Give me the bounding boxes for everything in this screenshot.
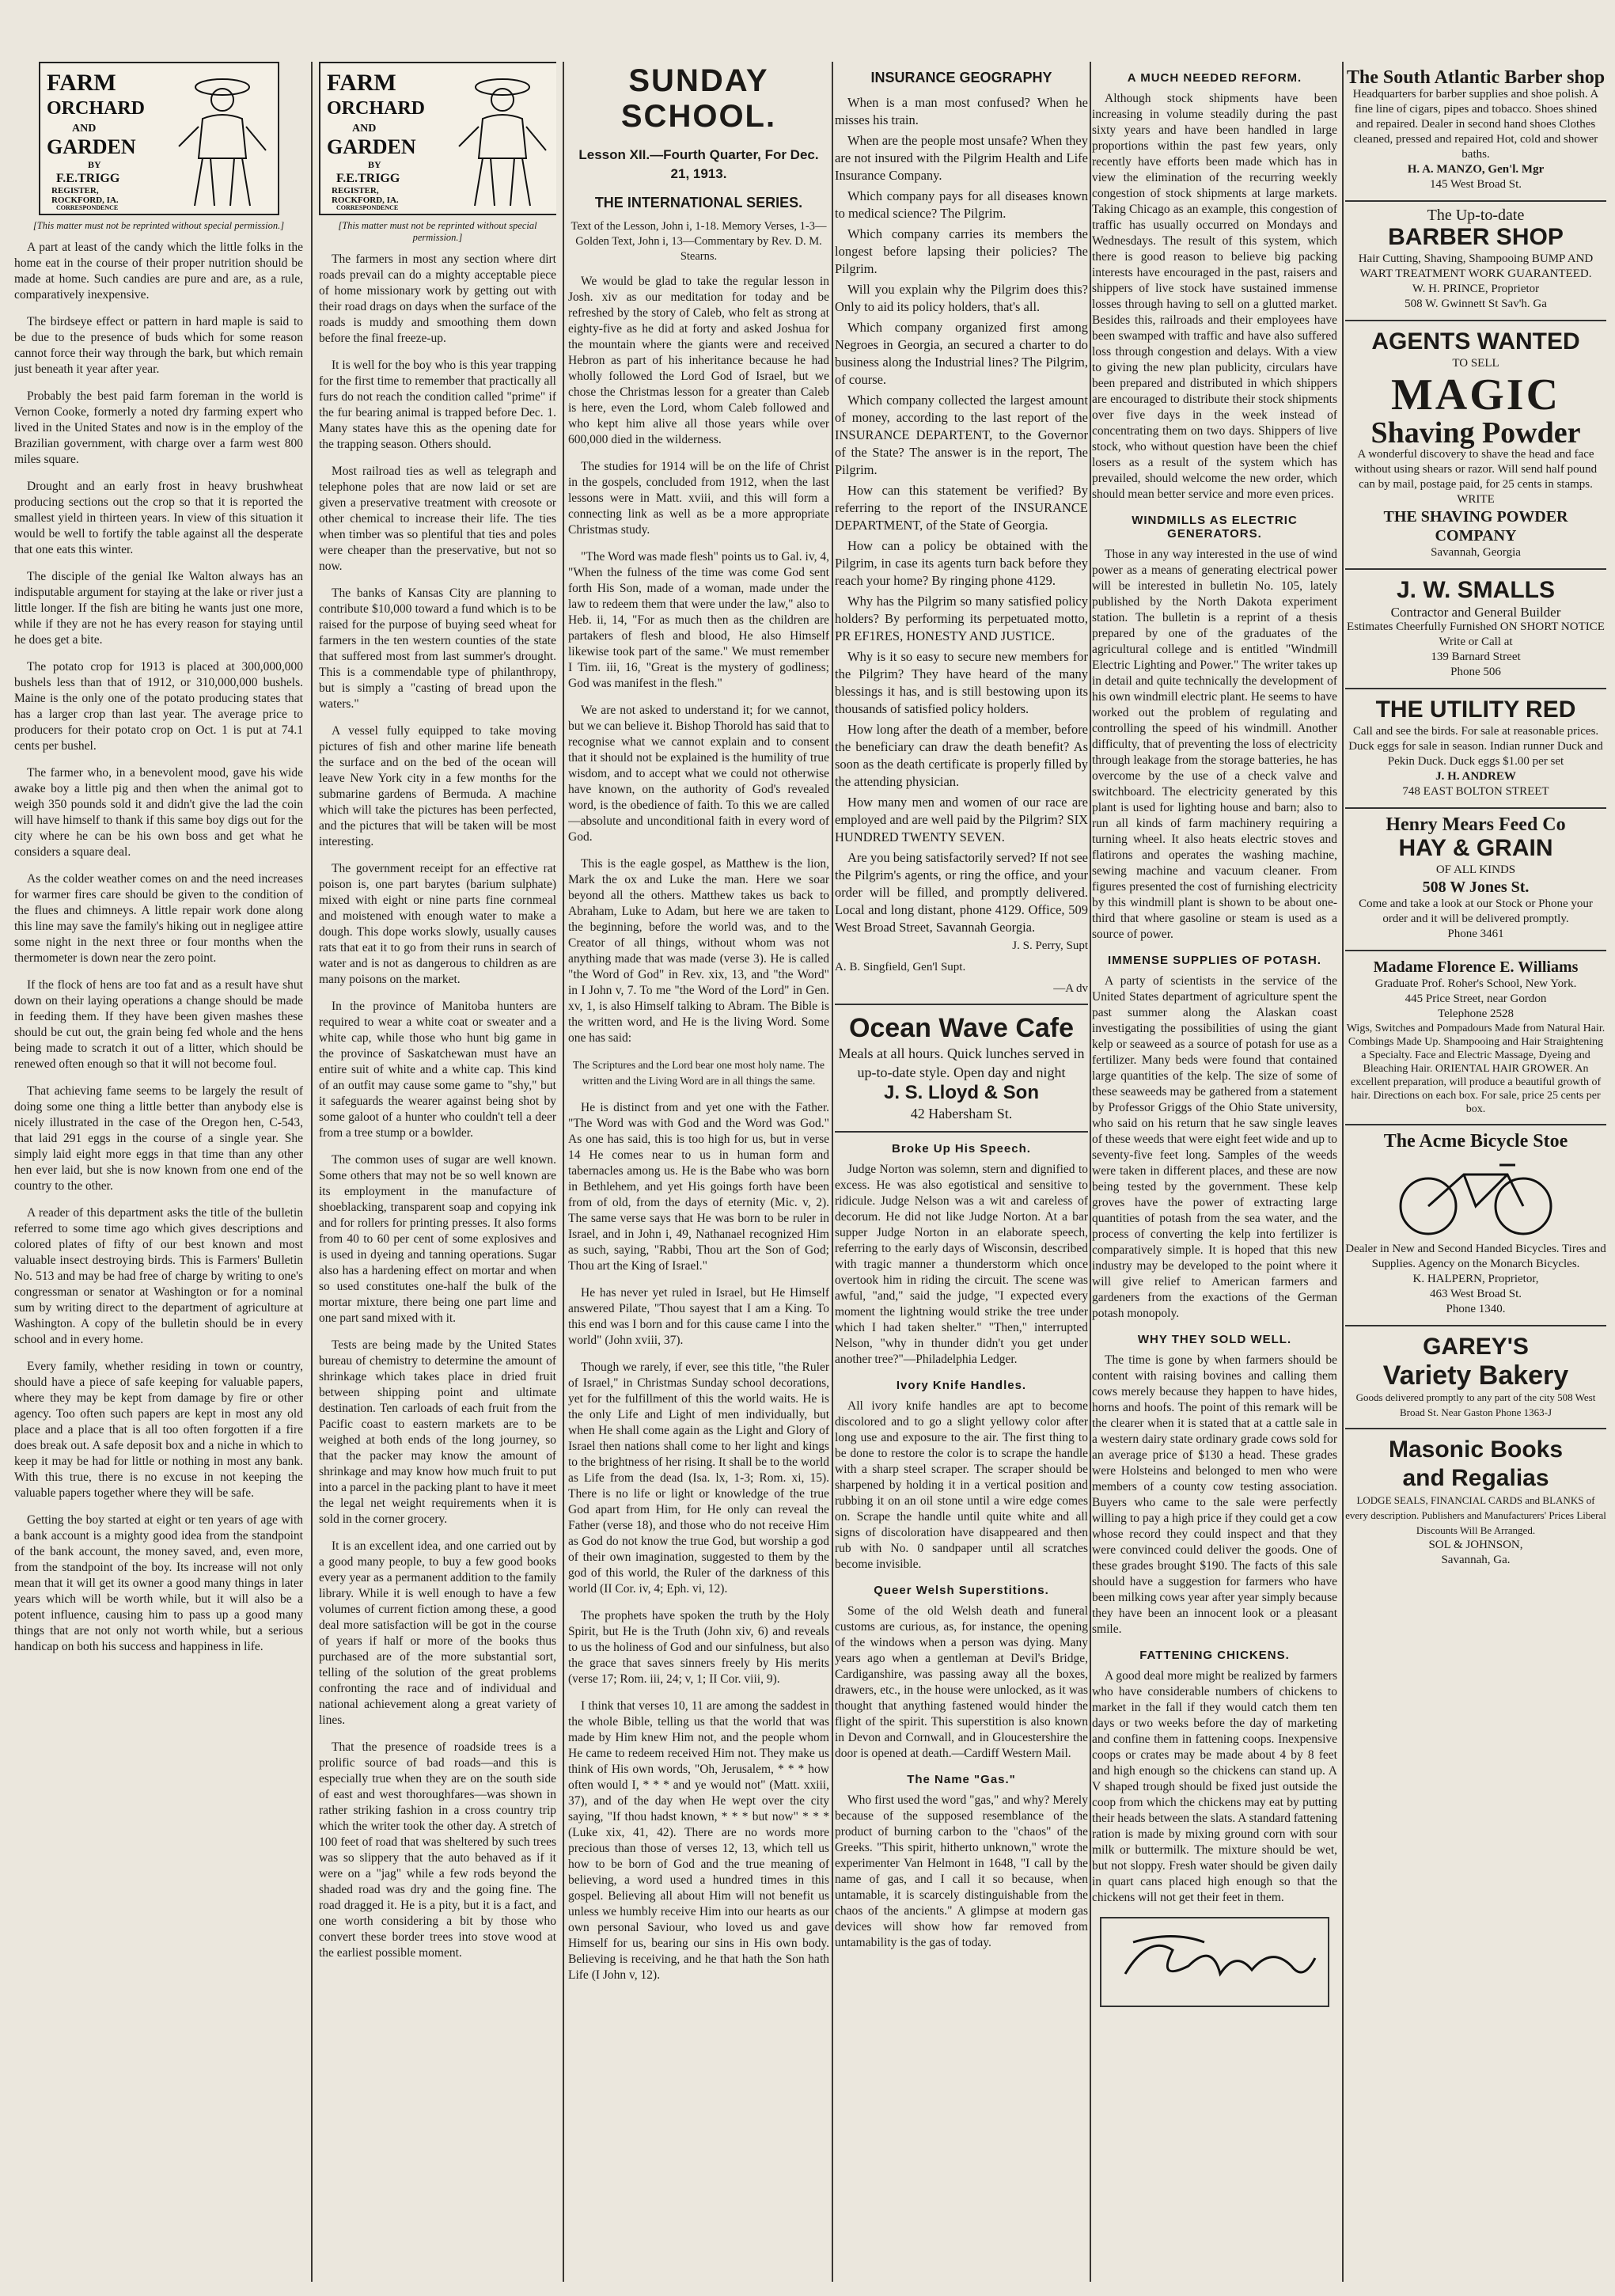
- article-paragraph: This is the eagle gospel, as Matthew is the lion, Mark the ox and Luke the man. Here we soar beyond all the others. Matthew takes us back to Abraham, Luke to Adam, but here we are taken to the beginning, before the world was, and to the Creator of all things, without whom was not anything made that was made (verse 3). He is called "the Word of God" in Rev. xix, 13, and "the Word" in I John v, 7. To me "the Word of the Lord" in Gen. xv, 1, is also Himself talking to Abram. The Bible is the written word, and He is the living Word. Some one has said:: [568, 857, 829, 1045]
- article-paragraph: That the presence of roadside trees is a prolific source of bad roads—and this is especially true when they are on the south side of east and west thoroughfares—was shown in rather striking fashion in a cross country trip which the writer took the other day. A stretch of 100 feet of road that was sheltered by such trees was so slippery that the auto behaved as if it were on a "jag" while a few rods beyond the shaded road was dry and the going fine. The road dragged it. He is a pity, but it is a fact, and one worth considering a bit by those who convert these border trees into stove wood at the earliest possible moment.: [319, 1740, 556, 1960]
- mears-feed-ad: [1345, 809, 1606, 951]
- utility-red-ad: [1345, 689, 1606, 809]
- article-paragraph: The farmer who, in a benevolent mood, gave his wide awake boy a little pig and then when the animal got to weigh 350 pounds sold it and didn't give the lad the coin will have himself to thank if this same boy digs out for the city where he can be his own boss and get what he considers a square deal.: [14, 766, 303, 859]
- shaving-powder-ad: [1345, 321, 1606, 570]
- article-paragraph: The time is gone by when farmers should be content with raising bovines and calling them cows merely because they happen to have hides, horns and hoofs. The point of this remark will be the clearer when it is stated that at a cattle sale in a western dairy state ordinary grade cows sold for an average price of $130 a head. These grades were Holsteins and belonged to men who were members of a county cow testing association. Buyers who came to the sale were perfectly willing to pay a high price if they could get a cow whose record they could inspect and that they were convinced could deliver the goods. One of these grades brought $190. The facts of this sale should have a suggestion for farmers who have been milking cows year after year simply because they have been an innocent look or a pleasant smile.: [1092, 1353, 1337, 1636]
- svg-text:ORCHARD: ORCHARD: [327, 98, 425, 119]
- column-rule: [1342, 62, 1344, 2282]
- article-paragraph: He is distinct from and yet one with the Father. "The Word was with God and the Word was God." As one has said, this is too high for us, but in verse 14 He comes near to us in human form and tabernacles among us. He is the Babe who was born in Bethlehem, and yet His goings forth have been from of old, from the days of eternity (Mic. v, 2). The same verse says that He was born to be ruler in Israel, and in John i, 49, Nathanael recognized Him as such, saying, "Rabbi, Thou art the Son of God; Thou art the King of Israel.": [568, 1101, 829, 1273]
- adv-mark: —A dv: [1053, 982, 1088, 995]
- article-paragraph: Although stock shipments have been increasing in volume steadily during the past sixty years and have been handled in large proportions within the past few years, only recently have efforts been made which has in view the elimination of the recurring weekly congestion of stock shipments at large markets. Taking Chicago as an example, this congestion of traffic has usually occurred on Mondays and Wednesdays. The result of this system, which there is good reason to believe big packing interests have encouraged in the past, raisers and shippers of live stock have sustained immense losses through having to sell on a glutted market. Besides this, railroads and their employees have been swamped with traffic and have also suffered loss through congestion and delays. With a view to giving the new plan publicity, circulars have been prepared and distributed in which shippers are encouraged to distribute their stock shipments over five days in the week instead of concentrating them on two days. Shippers of live stock, who without question have been the chief losers as a result of the system which has prevailed, should welcome the new order, which should mean better service and more even prices.: [1092, 92, 1337, 501]
- article-paragraph: Most railroad ties as well as telegraph and telephone poles that are now laid or set are given a preservative treatment with creosote or other chemical to increase their life. The ties when timber was so plentiful that ties and poles were cheaper than the preservative, but not so now.: [319, 465, 556, 573]
- cafe-proprietor: J. S. Lloyd & Son: [883, 1082, 1040, 1103]
- article-paragraph: Getting the boy started at eight or ten years of age with a bank account is a mighty good idea from the standpoint of the bank account, the money saved, and, even more, from the standpoint of the boy. Its increase will not only mean that it will get its owner a good many things in later years which will be worth while, but it will also be a potent influence, causing him to pass up a good many things that are not only not worth while, but a serious handicap on both his success and happiness in life.: [14, 1513, 303, 1653]
- windmills-heading: WINDMILLS AS ELECTRIC GENERATORS.: [1132, 514, 1298, 541]
- ad-title: AGENTS WANTED: [1371, 328, 1580, 355]
- article-paragraph: Drought and an early frost in heavy brushwheat producing sections out the crop so that it is reported the smallest yield in thirteen years. In view of this situation it would be well to fortify the table against all the desperate that one eats this winter.: [14, 480, 303, 556]
- qa-paragraph: Which company pays for all diseases known to medical science? The Pilgrim.: [835, 188, 1088, 221]
- ad-address: 508 W Jones St.: [1422, 879, 1530, 896]
- ad-name: W. H. PRINCE, Proprietor: [1412, 283, 1540, 295]
- ad-name: H. A. MANZO, Gen'l. Mgr: [1407, 163, 1545, 176]
- item-paragraph: Some of the old Welsh death and funeral customs are curious, as, for instance, the opening of the windows when a person was dying. Many years ago when a gentleman at Devil's Bridge, Cardiganshire, was passing away all the boxes, drawers, etc., in the house were unlocked, as it was thought that anything fastened would hinder the flight of the spirit. This superstition is also known in Devon and Cornwall, and in Gloucestershire the door is opened at death.—Cardiff Western Mail.: [835, 1604, 1088, 1760]
- ad-company: THE SHAVING POWDER COMPANY: [1383, 508, 1568, 545]
- article-paragraph: It is an excellent idea, and one carried out by a good many people, to buy a few good books every year as a permanent addition to the family library. While it is well enough to have a few volumes of current fiction among these, a good deal more satisfaction will be got in the course of years if half or more of the books thus purchased are of the more substantial sort, telling of the solution of the great problems confronting the race and of individual and national achievement along a great variety of lines.: [319, 1539, 556, 1727]
- ad-title: GAREY'S: [1423, 1334, 1529, 1360]
- potash-heading: IMMENSE SUPPLIES OF POTASH.: [1107, 954, 1322, 967]
- ad-text: Dealer in New and Second Handed Bicycles. Tires and Supplies. Agency on the Monarch Bicycles.: [1345, 1243, 1606, 1270]
- qa-paragraph: When are the people most unsafe? When they are not insured with the Pilgrim Health and Life Insurance Company.: [835, 133, 1088, 183]
- article-paragraph: I think that verses 10, 11 are among the saddest in the whole Bible, telling us that the world that was made by Him knew Him not, and the people whom He came to redeem received Him not. They make us think of His own words, "Oh, Jerusalem, * * * how often would I, * * * and ye would not" (Matt. xxiii, 37), and of the day when He wept over the city saying, "If thou hadst known, * * * but now" * * * (Luke xix, 41, 42). There are no words more precious than those of verses 12, 13, which tell us how to be born of God and the true meaning of believing, a word used a hundred times in this gospel. Believing all about Him will not benefit us unless we humbly receive Him into our hearts as our own personal Saviour, who loved us and gave Himself for us, bearing our sins in His own body. Believing is receiving, and he that hath the Son hath Life (I John v, 12).: [568, 1699, 829, 1982]
- item-heading: Broke Up His Speech.: [892, 1142, 1031, 1156]
- article-paragraph: The prophets have spoken the truth by the Holy Spirit, but He is the Truth (John xiv, 6) and reveals to us the holiness of God and our sinfulness, but also the grace that saves sinners freely by His merits (verse 17; Rom. iii, 24; v, 1; II Cor. viii, 9).: [568, 1609, 829, 1686]
- article-paragraph: The common uses of sugar are well known. Some others that may not be so well known are its employment in the manufacture of shoeblacking, transparent soap and copying ink and for rollers for printing presses. It also forms from 40 to 60 per cent of some explosives and is used in dyeing and tanning operations. Sugar also has a hardening effect on mortar and when so used constitutes one-half the bulk of the mortar mixture, there being one part lime and one part sand mixed with it.: [319, 1153, 556, 1325]
- column-5: [1092, 62, 1337, 2282]
- svg-text:GARDEN: GARDEN: [327, 135, 416, 158]
- ad-address: 139 Barnard Street: [1431, 651, 1521, 663]
- column-1: [14, 62, 303, 2282]
- masonic-books-ad: [1345, 1429, 1606, 1576]
- qa-paragraph: Which company collected the largest amount of money, according to the last report of the INSURANCE DEPARTENT, to the Governor of the State? The answer is in the report, The Pilgrim.: [835, 393, 1088, 477]
- column-rule: [311, 62, 313, 2282]
- article-paragraph: The disciple of the genial Ike Walton always has an indisputable argument for staying at the lake or river just a little longer. If the fish are biting he wants just one more, while if they are not he has every reason for staying until he does get a bite.: [14, 570, 303, 647]
- qa-paragraph: Are you being satisfactorily served? If not see the Pilgrim's agents, or ring the office, and your order will be filled, and promptly delivered. Local and long distant, phone 4129. Office, 509 West Broad Street, Savannah Georgia.: [835, 850, 1088, 935]
- item-heading: Ivory Knife Handles.: [896, 1379, 1027, 1392]
- ad-text: Call and see the birds. For sale at reasonable prices. Duck eggs for sale in season. Indian runner Duck and Pekin Duck. Duck eggs $1.00 per set: [1348, 725, 1603, 768]
- article-paragraph: In the province of Manitoba hunters are required to wear a white coat or sweater and a white cap, while those who hunt big game in the province of Saskatchewan must have an entire suit of white and a white cap. This kind of an outfit may cause some game to "shy," but it safeguards the wearer against being shot by some galoot of a hunter who couldn't tell a deer from a tree stump or a bowlder.: [319, 1000, 556, 1140]
- cafe-address: 42 Habersham St.: [910, 1106, 1013, 1121]
- svg-text:FARM: FARM: [46, 70, 116, 96]
- ad-sub: Variety Bakery: [1382, 1361, 1569, 1391]
- qa-paragraph: Which company organized first among Negroes in Georgia, an secured a charter to do business along the Industrial lines? The Pilgrim, of course.: [835, 320, 1088, 387]
- article-paragraph: The government receipt for an effective rat poison is, one part barytes (barium sulphate) mixed with eight or nine parts fine cornmeal and moistened with enough water to make a dough. This dope works slowly, usually causes rats that eat it to go from their runs in search of water and is not as dangerous to children as are many poisons on the market.: [319, 862, 556, 986]
- ad-product: Shaving Powder: [1370, 416, 1581, 450]
- column-2: [319, 62, 556, 2282]
- ad-text: Goods delivered promptly to any part of the city 508 West Broad St. Near Gaston Phone 1363-J: [1355, 1391, 1596, 1418]
- svg-text:CORRESPONDENCE: CORRESPONDENCE: [55, 204, 118, 211]
- article-paragraph: If the flock of hens are too fat and as a result have shut down on their laying operations a change should be made in feeding them. If they have been given mashes these should be cut out, the grain being fed whole and the hens being made to scratch it out of a litter, which should be renewed often enough so that it will not become foul.: [14, 978, 303, 1071]
- ad-text: Headquarters for barber supplies and shoe polish. A fine line of cigars, pipes and tobacco. Shoes shined and repaired. Dealer in second hand shoes Clothes cleaned, pressed and repaired Hot, cold and shower baths.: [1352, 88, 1599, 161]
- article-paragraph: We are not asked to understand it; for we cannot, but we can believe it. Bishop Thorold has said that to recognise what we cannot explain and to consent that it should not be explained is the humility of true wisdom, and to accept what we could not otherwise have known, on the authority of God's revealed word, is the obedience of faith. To this we are called—absolute and unconditional faith in every word of God.: [568, 704, 829, 844]
- svg-text:REGISTER,: REGISTER,: [51, 186, 99, 195]
- bicycle-icon: [1389, 1151, 1563, 1238]
- farmer-illustration: [40, 63, 278, 214]
- ad-text: Estimates Cheerfully Furnished ON SHORT NOTICE: [1347, 620, 1605, 633]
- article-paragraph: The potato crop for 1913 is placed at 300,000,000 bushels less than that of 1912, or 310,000,000 bushels. Maine is the only one of the potato producing states that has a larger crop than last year. The average price to producers for their potato crop on Oct. 1 is put at 74.1 cents per bushel.: [14, 660, 303, 753]
- farmer-illustration: [320, 63, 556, 214]
- item-paragraph: Judge Norton was solemn, stern and dignified to excess. He was also egotistical and sensitive to ridicule. Judge Nelson was a wit and careless of decorum. He did not like Judge Norton. At a bar supper Judge Norton in an elaborate speech, referring to the early days of Wisconsin, described with tragic manner a thunderstorm which once overtook him in riding the circuit. The scene was awful, "and," said the judge, "I expected every moment the lightning would strike the tree under which I had taken shelter." "Then," interrupted Nelson, "why in thunder didn't you get under another tree?"—Philadelphia Ledger.: [835, 1163, 1088, 1366]
- qa-paragraph: How can this statement be verified? By referring to the report of the INSURANCE DEPARTMENT, of the State of Georgia.: [835, 483, 1088, 533]
- article-paragraph: The studies for 1914 will be on the life of Christ in the gospels, concluded from 1912, when the last lessons were in Matt. xviii, and this will form a connecting link as well as be a more appropriate Christmas study.: [568, 460, 829, 537]
- ad-address: 508 W. Gwinnett St Sav'h. Ga: [1405, 298, 1547, 310]
- farm-orchard-garden-logo: [39, 62, 279, 215]
- ad-name: J. H. ANDREW: [1435, 770, 1516, 783]
- article-paragraph: Tests are being made by the United States bureau of chemistry to determine the amount of shrinkage which takes place in dried fruit between shipping point and ultimate destination. Ten carloads of each fruit from the Pacific coast to eastern markets are to be weighed at both ends of the long journey, so that the packer may know the amount of shrinkage and may know how much fruit to put into a parcel in the packing plant to have it meet the legal net weight requirements when it is sold in the corner grocery.: [319, 1338, 556, 1526]
- article-paragraph: The farmers in most any section where dirt roads prevail can do a mighty acceptable piece of home missionary work by getting out with their road drags on days when the surface of the roads is muddy and smoothing them down before the final freeze-up.: [319, 252, 556, 345]
- svg-text:F.E.TRIGG: F.E.TRIGG: [336, 172, 400, 185]
- reprint-notice: [This matter must not be reprinted without special permission.]: [32, 220, 285, 231]
- svg-text:BY: BY: [87, 159, 101, 170]
- column-rule: [563, 62, 564, 2282]
- ad-phone: Phone 3461: [1447, 928, 1504, 940]
- article-paragraph: We would be glad to take the regular lesson in Josh. xiv as our meditation for today and be refreshed by the story of Caleb, who felt as strong at eighty-five as he did at forty and asked Joshua for the mountain where the giants were and received Hebron as part of his inheritance because he had wholly followed the Lord God of Israel, but we chose the Christmas lesson for a greater than Caleb is here, even the Lord, whom Caleb followed and who kept him alive all those years while over 600,000 died in the wilderness.: [568, 275, 829, 446]
- item-paragraph: All ivory knife handles are apt to become discolored and to go a slight yellowy color after long use and exposure to the air. The first thing to be done to restore the color is to scrape the handle with a sharp steel scraper. The scraper should be sharpened by holding it in a vertical position and rubbing it on an oil stone until a wire edge comes on. Scrape the handle until quite white and all signs of discoloration have disappeared and then rub with No. 0 sandpaper until all scratches become invisible.: [835, 1399, 1088, 1571]
- article-paragraph: A reader of this department asks the title of the bulletin referred to some time ago which gives descriptions and colored plates of fifty of our best known and most valuable insect destroying birds. This is Farmers' Bulletin No. 513 and may be had free of charge by writing to one's congressman or senator at Washington or for a nominal sum by writing direct to the department of agriculture at Washington. A copy of the bulletin should be in every school and in every home.: [14, 1206, 303, 1346]
- article-paragraph: As the colder weather comes on and the need increases for warmer fires care should be given to the condition of the flues and chimneys. A little repair work done along this line may save the family's hiking out in negligee attire some night in the next three or four months when the thermometer is down near the zero point.: [14, 872, 303, 965]
- ad-title: BARBER SHOP: [1388, 224, 1564, 250]
- sunday-school-heading: SUNDAY SCHOOL.: [620, 63, 777, 134]
- series-heading: THE INTERNATIONAL SERIES.: [594, 195, 803, 211]
- garey-bakery-ad: [1345, 1326, 1606, 1429]
- svg-text:CORRESPONDENCE: CORRESPONDENCE: [336, 204, 399, 211]
- signature-singfield: A. B. Singfield, Gen'l Supt.: [835, 961, 966, 973]
- article-paragraph: A party of scientists in the service of the United States department of agriculture spent the past summer along the Alaskan coast investigating the possibilities of using the giant kelp or seaweed as a source of potash for use as a fertilizer. Many beds were found that contained large quantities of the kelp. The size of some of these seaweeds may be gathered from a statement by Professor Griggs of the Ohio State university, who said on his return that he saw single leaves of these weeds that were eight feet wide and up to seventy-five feet long. Samples of the weeds were taken in different places, and these are now being tested by the government. These kelp groves have the power of extracting large quantities of potash from the sea water, and the process of converting the kelp into fertilizer is comparatively simple. It is hoped that this new industry may be developed to the point where it will give relief to American farmers and gardeners from the exactions of the German potash monopoly.: [1092, 974, 1337, 1320]
- svg-text:F.E.TRIGG: F.E.TRIGG: [55, 172, 119, 185]
- ad-title: The Acme Bicycle Stoe: [1383, 1131, 1568, 1152]
- acme-bicycle-ad: [1345, 1125, 1606, 1326]
- ad-sub: OF ALL KINDS: [1435, 863, 1516, 876]
- reform-heading: A MUCH NEEDED REFORM.: [1127, 71, 1302, 85]
- smalls-contractor-ad: [1345, 570, 1606, 689]
- article-paragraph: "The Word was made flesh" points us to Gal. iv, 4, "When the fulness of the time was come God sent forth His Son, made of a woman, made under the law to redeem them that were under the law," also to Heb. ii, 14, "For as much then as the children are partakers of flesh and blood, He also Himself likewise took part of the same." We must remember I Tim. iii, 16, "Great is the mystery of godliness; God was manifest in the flesh.": [568, 550, 829, 690]
- ad-title: Masonic Books: [1388, 1436, 1564, 1463]
- ad-text: Come and take a look at our Stock or Phone your order and it will be delivered promptly.: [1359, 898, 1593, 925]
- qa-paragraph: How many men and women of our race are employed and are well paid by the Pilgrim? SIX HUNDRED TWENTY SEVEN.: [835, 795, 1088, 844]
- ad-write: Write or Call at: [1439, 636, 1513, 648]
- reprint-notice: [This matter must not be reprinted without special permission.]: [338, 220, 537, 243]
- article-paragraph: The birdseye effect or pattern in hard maple is said to be due to the presence of buds which for some reason cannot force their way through the bark, but which remain just beneath it year after year.: [14, 315, 303, 376]
- ad-address: 145 West Broad St.: [1429, 178, 1522, 191]
- qa-paragraph: Will you explain why the Pilgrim does this? Only to aid its policy holders, that's all.: [835, 282, 1088, 314]
- svg-text:ROCKFORD, IA.: ROCKFORD, IA.: [51, 195, 119, 205]
- article-paragraph: That achieving fame seems to be largely the result of doing some one thing a little better than anybody else is nicely illustrated in the case of the Oregon hen, C-543, that laid 291 eggs in the course of a single year. She simply laid eight more eggs in that time than any other hen ever laid, but she is now known from one end of the country to the other.: [14, 1084, 303, 1193]
- ad-text: LODGE SEALS, FINANCIAL CARDS and BLANKS of every description. Publishers and Manufacturers' Prices Liberal Discounts Will Be Arranged.: [1345, 1494, 1606, 1536]
- article-paragraph: Those in any way interested in the use of wind power as a means of generating electrical power will be interested in bulletin No. 105, lately published by the North Dakota experiment station. The bulletin is a reprint of a thesis prepared by one of the graduates of the agricultural college and is entitled "Windmill Electric Lighting and Power." The writer takes up in detail and quite technically the development of his own windmill electric plant. He seems to have worked out the problem of regulating and controlling the speed of his windmill. Another difficulty, that of preventing the loss of electricity through leakage from the storage batteries, he has overcome by the use of a check valve and switchboard. The electricity generated by this plant is used for lighting house and barn; also to run all kinds of farm machinery requiring a turning wheel. It also heats electric stoves and flatirons and operates the washing machine, sewing machine and vacuum cleaner. From figures presented the cost of furnishing electricity by this windmill plant is shown to be about one-third that where gasoline or steam is used as a source of power.: [1092, 548, 1337, 941]
- article-paragraph: Every family, whether residing in town or country, should have a piece of safe keeping for valuable papers, where they may be kept from damage by fire or other agency. Too often such papers are kept in most any old place and a place that is all too often forgotten if a fire does break out. A safe deposit box and a niche in which to keep it may be had for little or nothing in most any bank. With this true, there is no excuse in not keeping the valuable papers together where they will be safe.: [14, 1360, 303, 1500]
- svg-text:GARDEN: GARDEN: [46, 135, 136, 158]
- cafe-title: Ocean Wave Cafe: [848, 1013, 1075, 1043]
- ad-sub: Graduate Prof. Roher's School, New York.: [1374, 977, 1577, 990]
- article-paragraph: Probably the best paid farm foreman in the world is Vernon Cooke, formerly a noted dry farming expert who lived in the United States and now is in the employ of the Brazilian government, with charge over a farm west 800 miles square.: [14, 389, 303, 466]
- qa-paragraph: When is a man most confused? When he misses his train.: [835, 95, 1088, 127]
- svg-text:ROCKFORD, IA.: ROCKFORD, IA.: [332, 195, 399, 205]
- ad-title: J. W. SMALLS: [1396, 577, 1555, 603]
- ad-title: Henry Mears Feed Co: [1386, 814, 1566, 835]
- ad-text: Hair Cutting, Shaving, Shampooing BUMP AND WART TREATMENT WORK GUARANTEED.: [1358, 252, 1594, 280]
- ad-name: SOL & JOHNSON,: [1428, 1539, 1523, 1551]
- ad-title: Madame Florence E. Williams: [1373, 958, 1579, 976]
- signature-perry: J. S. Perry, Supt: [1012, 939, 1088, 952]
- column-3: [568, 62, 829, 2282]
- qa-paragraph: How can a policy be obtained with the Pilgrim, in case its agents turn back before they reach your home? By ringing phone 4129.: [835, 538, 1088, 588]
- lesson-text-reference: Text of the Lesson, John i, 1-18. Memory Verses, 1-3—Golden Text, John i, 13—Commentary by Rev. D. M. Stearns.: [571, 220, 827, 263]
- ad-product: HAY & GRAIN: [1398, 835, 1553, 861]
- article-paragraph: A part at least of the candy which the little folks in the home eat in the course of their proper nutrition should be made at home. Such candies are pure and are, as a rule, comparatively inexpensive.: [14, 241, 303, 302]
- column-6: [1345, 62, 1606, 2282]
- qa-paragraph: How long after the death of a member, before the beneficiary can draw the death benefit? As soon as the death certificate is properly filled by the attending physician.: [835, 722, 1088, 789]
- ad-city: Savannah, Ga.: [1441, 1554, 1511, 1566]
- lesson-subheading: Lesson XII.—Fourth Quarter, For Dec. 21, 1913.: [578, 147, 819, 181]
- svg-text:BY: BY: [368, 159, 381, 170]
- insurance-geography-heading: INSURANCE GEOGRAPHY: [870, 70, 1052, 85]
- ad-address: 748 EAST BOLTON STREET: [1402, 785, 1549, 798]
- column-4: [835, 62, 1088, 2282]
- qa-paragraph: Why has the Pilgrim so many satisfied policy holders? By performing its perpetuated motto, PR EF1RES, HONESTY AND JUSTICE.: [835, 594, 1088, 643]
- ad-line: The Up-to-date: [1427, 207, 1525, 224]
- ad-phone: Telephone 2528: [1437, 1008, 1514, 1020]
- article-paragraph: The banks of Kansas City are planning to contribute $10,000 toward a fund which is to be raised for the purpose of buying seed wheat for farmers in the ten western counties of the state that suffered most from last summer's drought. This is a commendable type of philanthropy, but is simply a "casting of bread upon the waters.": [319, 586, 556, 711]
- up-to-date-barber-ad: [1345, 202, 1606, 321]
- svg-text:ORCHARD: ORCHARD: [46, 98, 145, 119]
- item-heading: Queer Welsh Superstitions.: [874, 1584, 1049, 1597]
- ad-phone: Phone 1340.: [1446, 1303, 1506, 1315]
- svg-text:REGISTER,: REGISTER,: [332, 186, 379, 195]
- ad-phone: Phone 506: [1450, 666, 1501, 678]
- article-paragraph: It is well for the boy who is this year trapping for the first time to remember that practically all furs do not reach the condition called "prime" if the fur bearing animal is trapped before Dec. 1. Many states have this as the opening date for the trapping season. Others should.: [319, 359, 556, 451]
- handwritten-signature: [1101, 1918, 1328, 2002]
- item-paragraph: Who first used the word "gas," and why? Merely because of the supposed resemblance of the product of burning carbon to the "chaos" of the Greeks. "This spirit, hitherto unknown," wrote the experimenter Van Helmont in 1648, "I call by the name of gas, and I call it so because, when untamable, it is scarcely distinguishable from the chaos of the ancients." A glimpse at modern gas devices will show how far removed from untamability is the gas of today.: [835, 1793, 1088, 1949]
- trigg-signature-box: [1100, 1917, 1329, 2007]
- ocean-wave-cafe-ad: [835, 1004, 1088, 1133]
- ad-title: The South Atlantic Barber shop: [1346, 67, 1606, 88]
- ad-write: WRITE: [1457, 493, 1495, 506]
- ad-text: A wonderful discovery to shave the head and face without using shears or razor. Will send half pound can by mail, postage paid, for 25 cents in stamps.: [1354, 448, 1598, 491]
- svg-text:AND: AND: [71, 123, 96, 135]
- article-paragraph: Though we rarely, if ever, see this title, "the Ruler of Israel," in Christmas Sunday school decorations, yet for the fulfillment of this the world waits. He is the only Life and Light of men individually, but when He shall come again as the Light and Glory of Israel then nations shall come to her light and kings to the brightness of her rising. It shall be to the world as Life from the dead (Isa. lx, 1-3; Rom. xi, 15). There is no life or light or knowledge of the true God apart from Him, for He only can reveal the Father (verse 18), and those who do not receive Him as God do not know the true God, but worship a god of their own imagination, suggested to them by the god of this world, the Ruler of the darkness of this world (II Cor. iv, 4; Eph. vi, 12).: [568, 1361, 829, 1596]
- qa-paragraph: Why is it so easy to secure new members for the Pilgrim? They have heard of the many blessings it has, and is still bestowing upon its thousands of satisfied policy holders.: [835, 649, 1088, 716]
- ad-sub: Contractor and General Builder: [1390, 605, 1561, 620]
- verse-quote: The Scriptures and the Lord bear one most holy name. The written and the Living Word are in all things the same.: [572, 1059, 825, 1087]
- ad-address: 463 West Broad St.: [1429, 1288, 1522, 1300]
- column-rule: [1090, 62, 1091, 2282]
- cafe-description: Meals at all hours. Quick lunches served in up-to-date style. Open day and night: [838, 1046, 1085, 1080]
- article-paragraph: He has never yet ruled in Israel, but He Himself answered Pilate, "Thou sayest that I am a King. To this end was I born and for this cause came I into the world" (John xviii, 37).: [568, 1286, 829, 1347]
- barber-shop-ad: [1345, 62, 1606, 202]
- farm-orchard-garden-logo: [319, 62, 556, 215]
- article-paragraph: A good deal more might be realized by farmers who have considerable numbers of chickens to market in the fall if they would catch them ten days or two weeks before the day of marketing and confine them in fattening coops. Inexpensive coops or crates may be made about 4 by 8 feet and high enough so the chickens can stand up. A V shaped trough should be fixed just outside the coop from which the chickens may eat by putting their heads between the slats. A standard fattening ration is made by mixing ground corn with sour milk or buttermilk. The mixture should be wet, but not sloppy. Fresh water should be given daily in quart cans placed high enough so that the chickens will not get their feet in them.: [1092, 1669, 1337, 1904]
- article-paragraph: A vessel fully equipped to take moving pictures of fish and other marine life beneath the surface and on the bed of the ocean will leave New York city in a few months for the submarine gardens of Bermuda. A machine which will take the pictures has been perfected, and the pictures that will be taken will be most interesting.: [319, 724, 556, 848]
- ad-city: Savannah, Georgia: [1431, 546, 1521, 559]
- ad-text: Wigs, Switches and Pompadours Made from Natural Hair. Combings Made Up. Shampooing and Hair Straightening a Specialty. Face and Electric Massage, Dyeing and Bleaching Hair. ORIENTAL HAIR GROWER. An excellent preparation, will produce a beautiful growth of hair. Directions on each box. For sale, price 25 cents per box.: [1346, 1023, 1606, 1115]
- ad-name: K. HALPERN, Proprietor,: [1412, 1273, 1539, 1285]
- ad-sub: and Regalias: [1402, 1465, 1549, 1491]
- qa-paragraph: Which company carries its members the longest before lapsing their policies? The Pilgrim.: [835, 226, 1088, 276]
- column-rule: [832, 62, 833, 2282]
- svg-text:FARM: FARM: [327, 70, 396, 96]
- ad-sub: TO SELL: [1452, 357, 1499, 370]
- ad-product: MAGIC: [1390, 370, 1561, 419]
- fattening-heading: FATTENING CHICKENS.: [1139, 1649, 1290, 1662]
- williams-hair-ad: [1345, 951, 1606, 1125]
- svg-text:AND: AND: [352, 123, 377, 135]
- sold-heading: WHY THEY SOLD WELL.: [1137, 1333, 1292, 1346]
- item-heading: The Name "Gas.": [907, 1773, 1016, 1786]
- ad-title: THE UTILITY RED: [1375, 696, 1576, 723]
- ad-address: 445 Price Street, near Gordon: [1405, 992, 1547, 1005]
